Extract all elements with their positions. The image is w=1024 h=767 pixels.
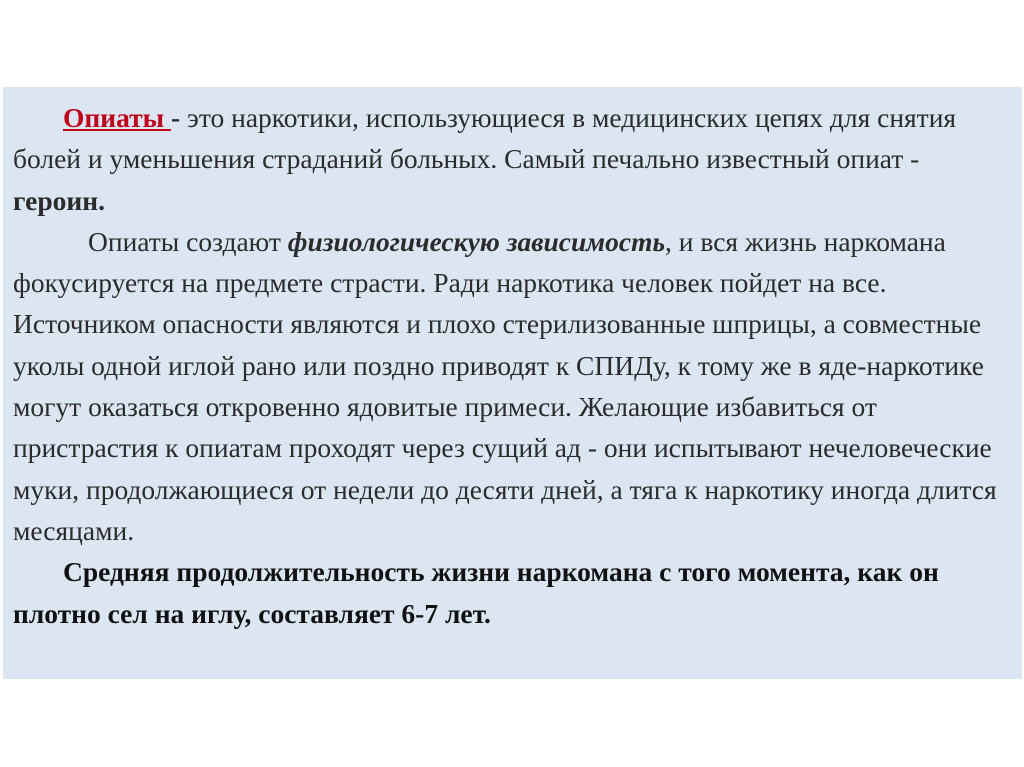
paragraph-opiates-definition bbox=[13, 97, 1016, 221]
paragraph-dependence bbox=[13, 221, 1016, 551]
text-panel bbox=[3, 87, 1022, 679]
dependence-emphasis: физиологическую зависимость bbox=[287, 225, 666, 257]
heroin-emphasis: героин. bbox=[13, 184, 105, 216]
paragraph-life-expectancy: Средняя продолжительность жизни наркомана с того момента, как он плотно сел на иглу, составляет 6-7 лет. bbox=[13, 556, 939, 629]
term-opiates: Опиаты bbox=[63, 102, 171, 133]
dependence-text-after: , и вся жизнь наркомана фокусируется на предмете страсти. Ради наркотика человек пойдет на все. Источником опасности являются и плохо стерилизованные шприцы, а совместные уколы одной иглой рано или поздно приводят к СПИДу, к тому же в яде-наркотике могут оказаться откровенно ядовитые примеси. Желающие избавиться от пристрастия к опиатам проходят через сущий ад - они испытывают нечеловеческие муки, продолжающиеся от недели до десяти дней, а тяга к наркотику иногда длится месяцами. bbox=[13, 225, 997, 546]
definition-text: это наркотики, использующиеся в медицинских цепях для снятия болей и уменьшения страданий больных. Самый печально известный опиат - bbox=[13, 102, 957, 175]
term-dash: - bbox=[170, 102, 181, 133]
dependence-text-before: Опиаты создают bbox=[88, 225, 288, 257]
